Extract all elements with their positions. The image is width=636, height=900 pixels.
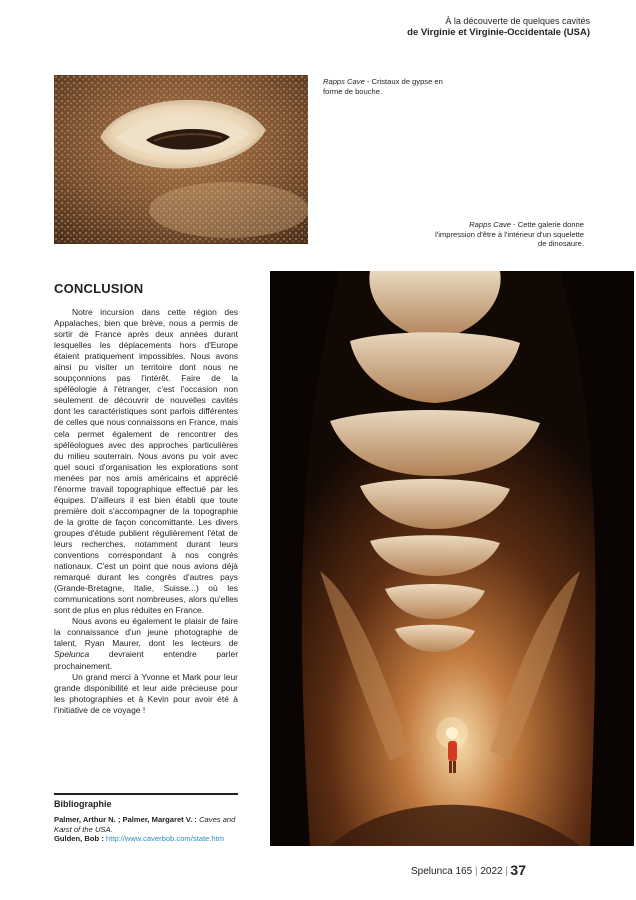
cave-gallery-illustration xyxy=(270,271,634,846)
ref2-link[interactable]: http://www.caverbob.com/state.htm xyxy=(105,834,225,844)
conclusion-body xyxy=(54,307,238,716)
ref2-author: Gulden, Bob : xyxy=(54,834,104,844)
conclusion-paragraph-3: Un grand merci à Yvonne et Mark pour leur grande disponibilité et leur aide précieuse pour les photographies et à Kevin pour avoir été à l'initiative de ce voyage ! xyxy=(54,671,238,715)
cave-gallery-photo xyxy=(270,271,634,846)
gypsum-mouth-photo xyxy=(54,75,308,244)
footer-year: 2022 xyxy=(480,866,503,877)
page-number: 37 xyxy=(510,862,526,878)
p2-journal-name: Spelunca xyxy=(54,649,90,660)
conclusion-paragraph-1: Notre incursion dans cette région des Appalaches, bien que brève, nous a permis de sortir de France après deux années durant lesquelles les déplacements hors d'Europe étaient pratiquement impossibles. Nous avons ainsi pu visiter un territoire dont nous ne soupçonnions pas l'intérêt. Faire de la spéléologie à l'étranger, c'est l'occasion non seulement de découvrir de nouvelles cavités dont les caractéristiques sont parfois différentes de celles que nous connaissons en France, mais cela permet également de rencontrer des spéléologues avec des approches particulières du milieu souterrain. Nous avons pu voir avec quel souci d'organisation les explorations sont menées par nos amis américains et apprécié l'énorme travail topographique effectué par les équipes. D'ailleurs il est bien établi que toute première doit s'accompagner de la topographie de la grotte de façon concomittante. Les divers groupes d'étude publient régulièrement l'état de leurs recherches, notamment durant leurs conventions correspondant à nos congrès nationaux. C'est un point que nous avions déjà remarqué durant les congrès d'autres pays (Grande-Bretagne, Italie, Suisse...) où les communications sont nombreuses, alors qu'elles sont de plus en plus réduites en France. xyxy=(54,307,238,616)
bibliography-ref-1 xyxy=(54,815,244,834)
caption-gallery xyxy=(434,220,584,249)
footer xyxy=(411,866,508,877)
header-line-2: de Virginie et Virginie-Occidentale (USA) xyxy=(407,27,590,38)
caption-gallery-place: Rapps Cave xyxy=(469,220,511,229)
ref1-authors: Palmer, Arthur N. ; Palmer, Margaret V. : xyxy=(54,815,197,824)
bibliography-rule xyxy=(54,793,238,795)
header-line-1: À la découverte de quelques cavités xyxy=(445,16,590,26)
caption-gypsum-place: Rapps Cave xyxy=(323,77,365,86)
conclusion-heading: CONCLUSION xyxy=(54,281,144,296)
bibliography-heading: Bibliographie xyxy=(54,799,112,809)
caption-gypsum xyxy=(323,77,463,96)
ref1-title: Caves and Karst of the USA. xyxy=(54,815,236,834)
gypsum-mouth-illustration xyxy=(54,75,308,244)
caption-gypsum-text: - Cristaux de gypse en forme de bouche. xyxy=(323,77,443,96)
p2-after: devraient entendre parler prochainement. xyxy=(54,649,238,671)
caption-gallery-text: - Cette galerie donne l'impression d'être à l'intérieur d'un squelette de dinosaure. xyxy=(435,220,584,248)
conclusion-paragraph-2 xyxy=(54,616,238,671)
footer-separator-1: | xyxy=(474,866,478,877)
footer-journal: Spelunca 165 xyxy=(411,866,473,877)
p2-before: Nous avons eu également le plaisir de faire la connaissance d'un jeune photographe de talent, Ryan Maurer, dont les lecteurs de xyxy=(54,616,238,649)
running-header xyxy=(407,16,590,38)
bibliography-ref-2 xyxy=(54,834,244,844)
bibliography-list xyxy=(54,815,244,844)
footer-separator-2: | xyxy=(505,866,508,877)
